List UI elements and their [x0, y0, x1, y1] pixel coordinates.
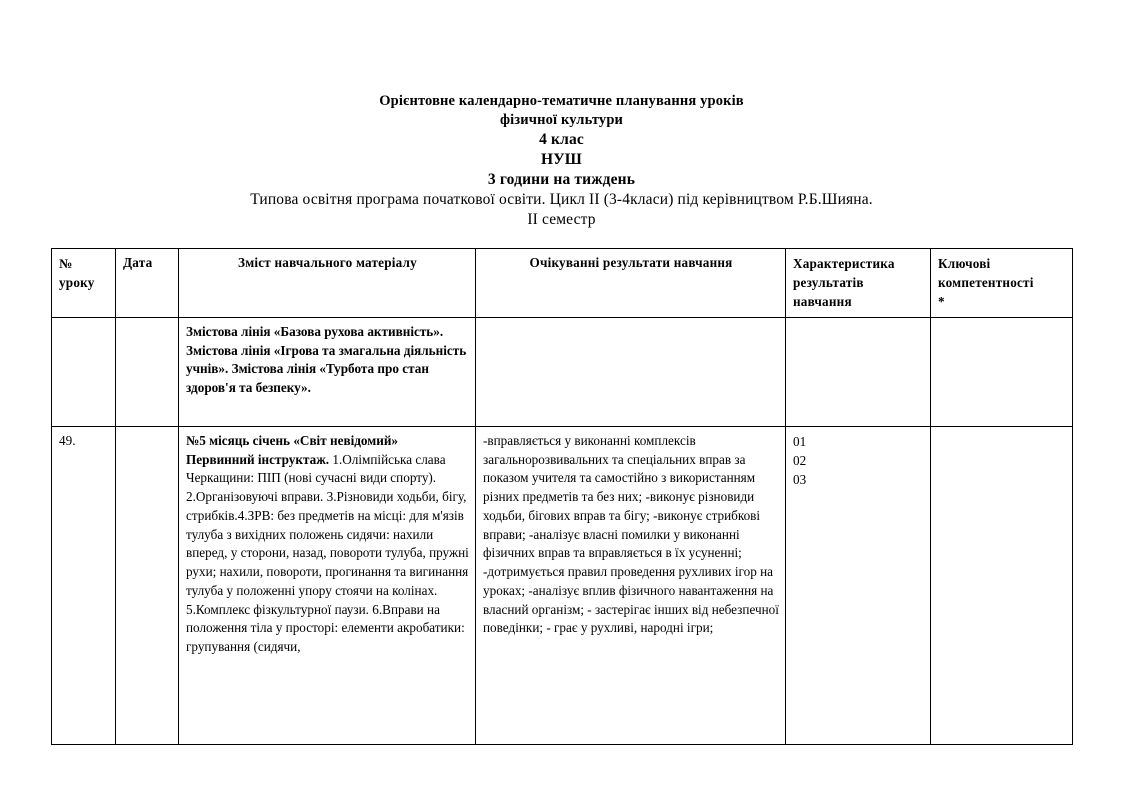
cell-date: [116, 318, 179, 427]
cell-expected-results: -вправляється у виконанні комплексів загальнорозвивальних та спеціальних вправ за показом учителя та самостійно з використанням різних предметів та без них; -виконує різновиди ходьби, бігових вправ та бігу; -виконує стрибкові вправи; -аналізує власні помилки у виконанні фізичних вправ та вправляється в їх усуненні; -дотримується правил проведення рухливих ігор на уроках; -аналізує вплив фізичного навантаження на власний організм; - застерігає інших від небезпечної поведінки; - грає у рухливі, народні ігри;: [476, 427, 786, 745]
title-line-grade: 4 клас: [539, 130, 584, 148]
title-line-program: Типова освітня програма початкової освіти. Цикл ІІ (3-4класи) під керівництвом Р.Б.Шияна.: [250, 191, 873, 209]
cell-expected-results: [476, 318, 786, 427]
title-line-hours: 3 години на тиждень: [487, 170, 636, 188]
cell-content-themes: Змістова лінія «Базова рухова активність». Змістова лінія «Ігрова та змагальна діяльність учнів». Змістова лінія «Турбота про стан здоров'я та безпеку».: [179, 318, 476, 427]
header-characteristics: [786, 249, 931, 318]
cell-date: [116, 427, 179, 745]
header-characteristics-line1: Характеристика: [793, 256, 895, 271]
cell-content-lesson: [179, 427, 476, 745]
title-line-2: фізичної культури: [499, 111, 624, 128]
header-competencies-line2: компетентності: [938, 275, 1034, 291]
title-line-1: Орієнтовне календарно-тематичне планування уроків: [379, 93, 744, 109]
planning-table: [51, 248, 1073, 745]
title-line-nush: НУШ: [541, 150, 582, 168]
header-lesson-number-line2: уроку: [59, 275, 95, 291]
header-characteristics-line2: результатів: [793, 275, 864, 291]
cell-lesson-number: [52, 318, 116, 427]
content-bold-prefix: №5 місяць січень «Світ невідомий» Первинний інструктаж.: [186, 433, 399, 467]
header-lesson-number: [52, 249, 116, 318]
header-lesson-number-line1: №: [59, 256, 73, 271]
cell-characteristics: [786, 427, 931, 745]
cell-lesson-number: 49.: [52, 427, 116, 745]
header-competencies-line1: Ключові: [938, 256, 991, 271]
characteristic-code: 03: [793, 472, 807, 488]
header-date: Дата: [116, 249, 179, 318]
header-competencies-line3: *: [938, 294, 945, 310]
header-competencies: [931, 249, 1073, 318]
table-row: [52, 318, 1073, 427]
cell-characteristics: [786, 318, 931, 427]
header-content: Зміст навчального матеріалу: [179, 249, 476, 318]
characteristic-code: 01: [793, 434, 807, 449]
characteristic-code: 02: [793, 453, 807, 469]
header-characteristics-line3: навчання: [793, 294, 852, 310]
table-row: [52, 427, 1073, 745]
header-expected-results: Очікуванні результати навчання: [476, 249, 786, 318]
title-line-semester: ІІ семестр: [527, 211, 596, 229]
document-title-block: [51, 92, 1072, 230]
cell-competencies: [931, 427, 1073, 745]
cell-competencies: [931, 318, 1073, 427]
table-header-row: [52, 249, 1073, 318]
content-rest: 1.Олімпійська слава Черкащини: ПІП (нові сучасні види спорту). 2.Організовуючі вправи. 3.Різновиди ходьби, бігу, стрибків.4.ЗРВ: без предметів на місці: для м'язів тулуба з вихідних положень сидячи: нахили вперед, у сторони, назад, повороти тулуба, пружні рухи; нахили, повороти, прогинання та вигинання тулуба у положенні упору стоячи на колінах. 5.Комплекс фізкультурної паузи. 6.Вправи на положення тіла у просторі: елементи акробатики: групування (сидячи,: [186, 451, 469, 655]
